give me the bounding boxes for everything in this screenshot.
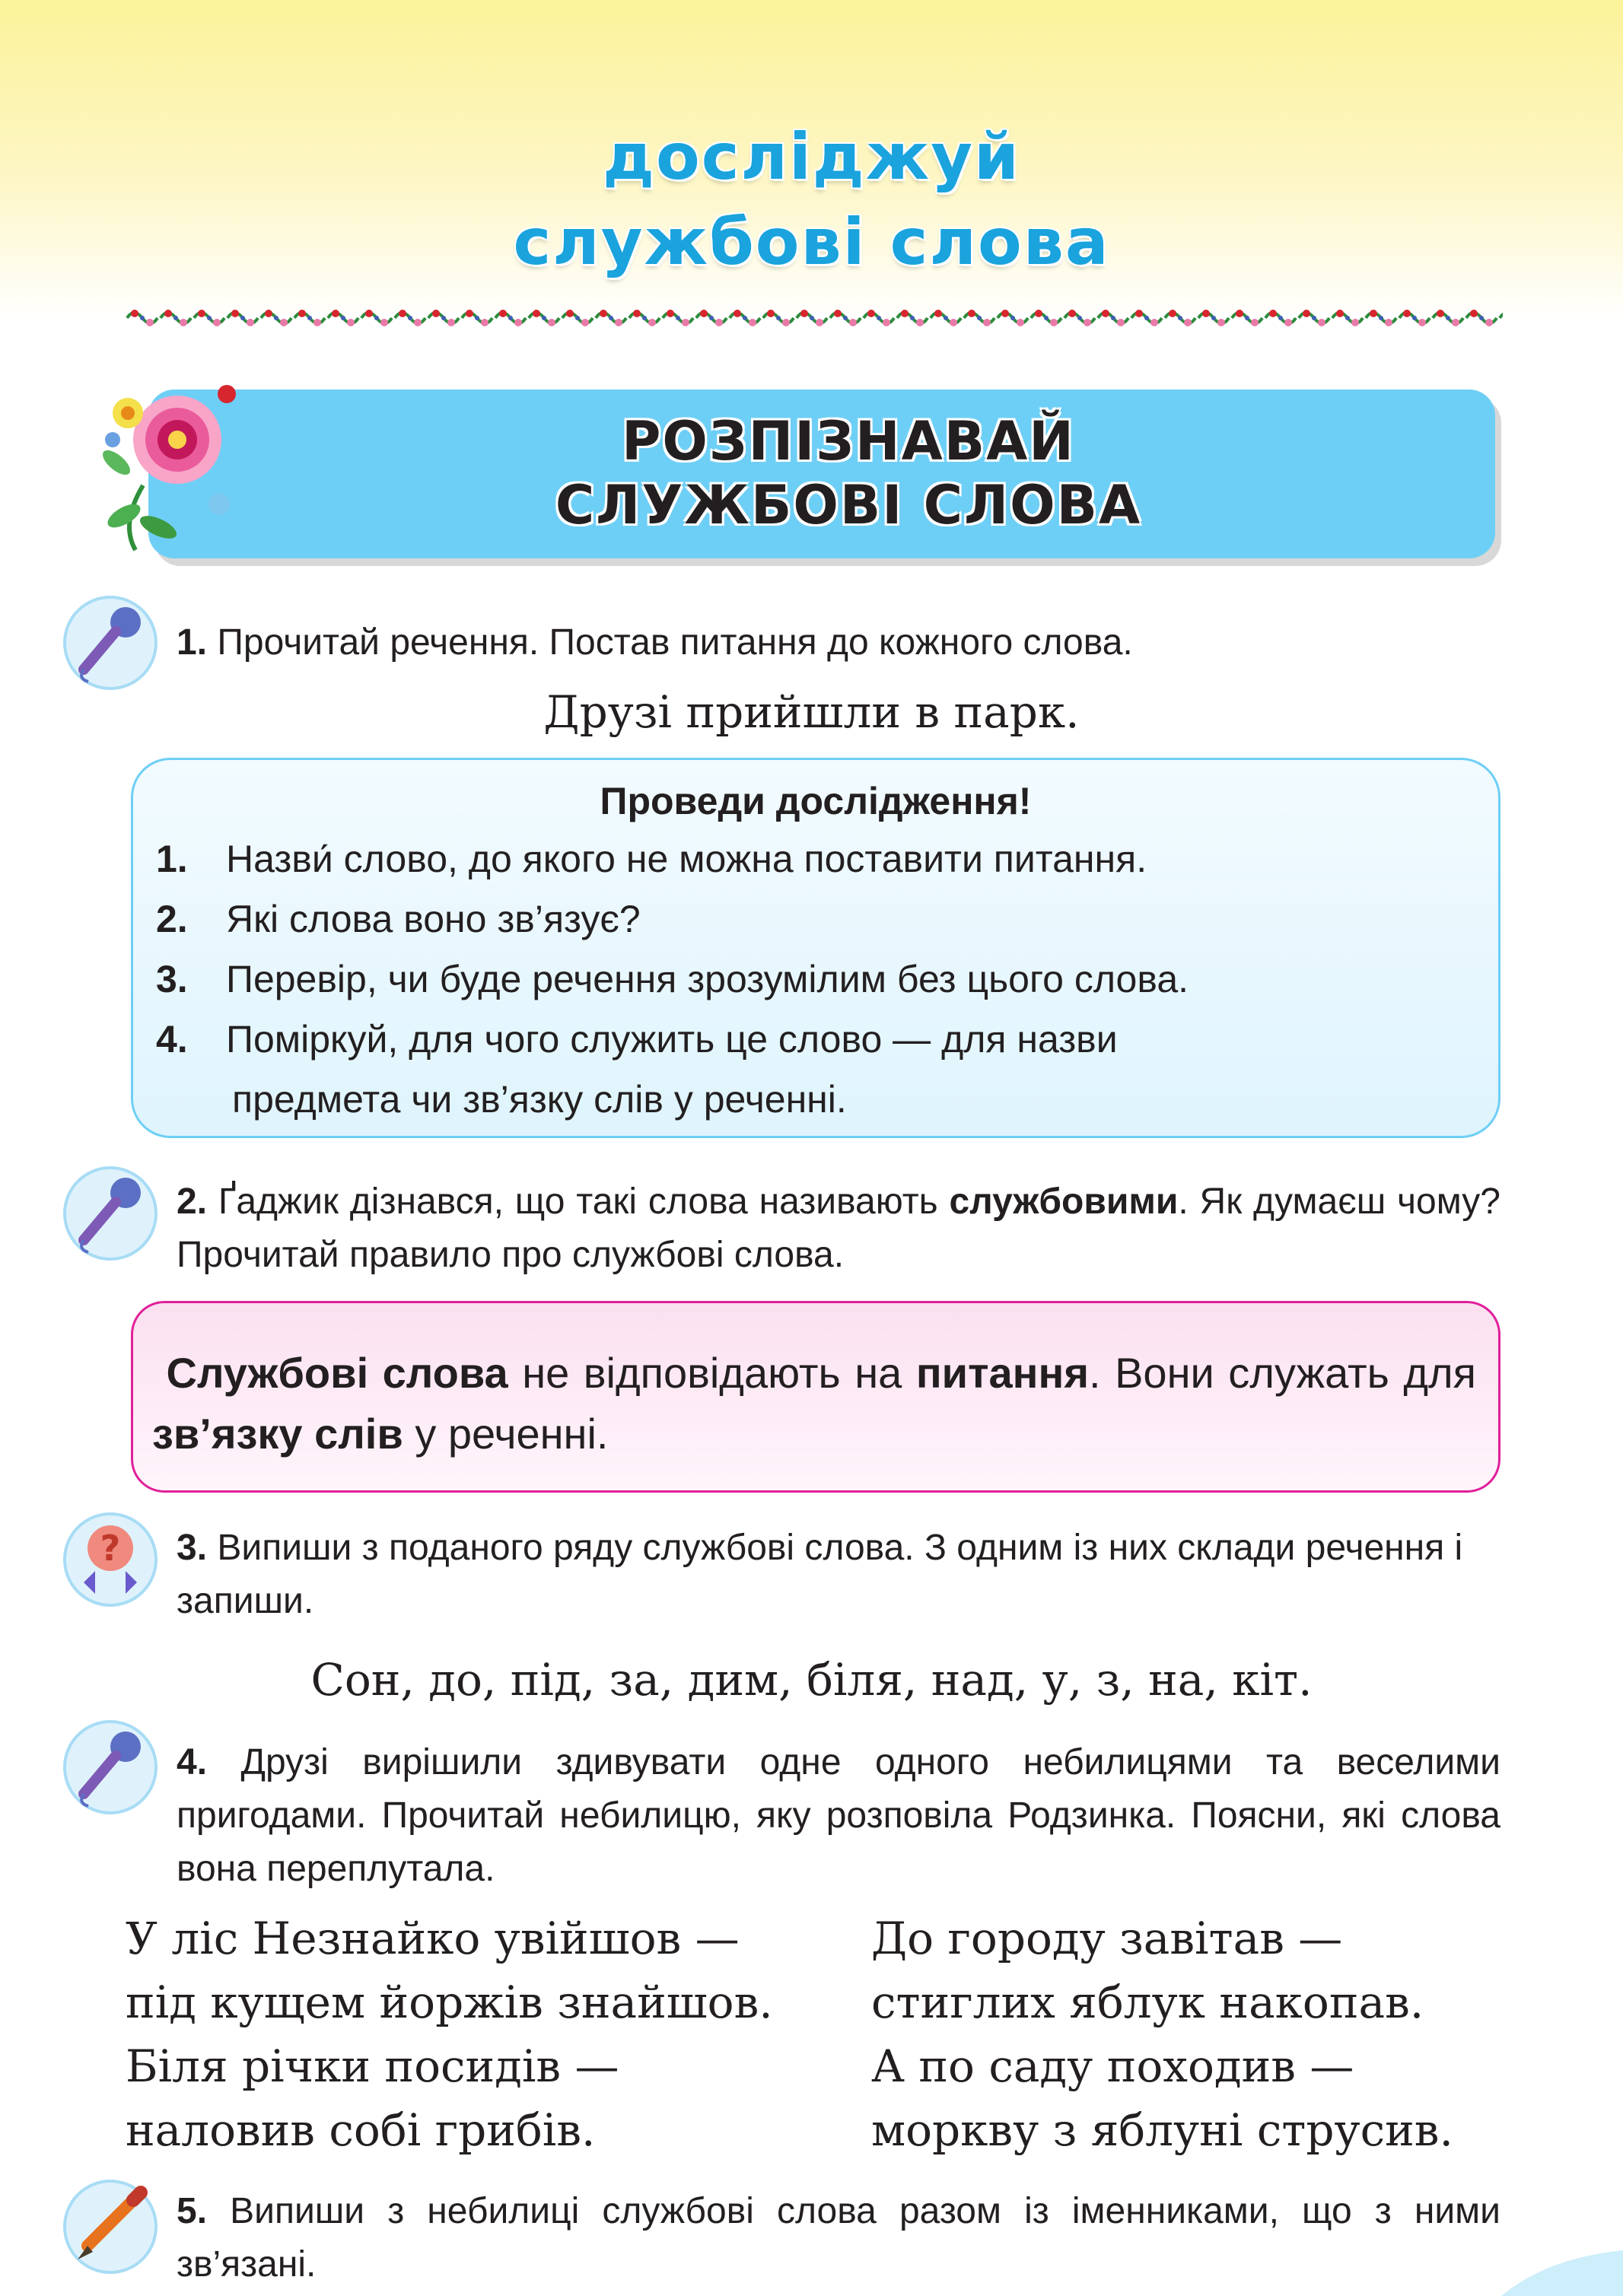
rule-span: у реченні. — [403, 1410, 609, 1458]
item-text: Поміркуй, для чого служить це слово — для назви — [226, 1018, 1118, 1061]
item-number: 1. — [156, 838, 188, 880]
example-sentence: Друзі прийшли в парк. — [543, 686, 1080, 738]
microphone-icon — [61, 1164, 160, 1263]
list-item — [156, 1010, 1480, 1130]
rule-text — [152, 1343, 1476, 1464]
rule-span: . Вони служать для — [1089, 1349, 1477, 1397]
task-text: . Як думаєш чому? Прочитай правило про службові слова. — [177, 1181, 1500, 1275]
item-number: 3. — [156, 958, 188, 1000]
item-text: Перевір, чи буде речення зрозумілим без цього слова. — [226, 958, 1189, 1000]
poem-line: моркву з яблуні струсив. — [871, 2104, 1453, 2156]
task-text: Прочитай речення. Постав питання до кожного слова. — [217, 622, 1133, 663]
task-number: 4. — [177, 1742, 208, 1782]
corner-decoration — [1501, 2250, 1623, 2296]
research-list — [156, 829, 1480, 1130]
item-number: 4. — [156, 1018, 188, 1061]
poem-line: До городу завітав — — [871, 1913, 1343, 1964]
task-number: 5. — [177, 2191, 208, 2231]
rule-bold: Службові слова — [166, 1349, 508, 1397]
research-title: Проведи дослідження! — [600, 780, 1032, 822]
task-number: 2. — [177, 1181, 208, 1222]
task-5 — [177, 2185, 1500, 2291]
rule-bold: зв’язку слів — [152, 1410, 403, 1458]
question-icon — [61, 1510, 160, 1609]
word-row: Сон, до, під, за, дим, біля, над, у, з, на, кіт. — [310, 1654, 1313, 1706]
ornament-border — [126, 304, 1503, 332]
flower-icon — [97, 371, 250, 554]
list-item — [156, 829, 1480, 889]
page-title — [0, 114, 1623, 285]
item-text: Назви́ слово, до якого не можна поставити питання. — [226, 838, 1147, 880]
task-text: Ґаджик дізнався, що такі слова називають — [218, 1181, 938, 1222]
task-bold-term: службовими — [949, 1181, 1179, 1222]
svg-text:?: ? — [100, 1528, 121, 1569]
task-1 — [177, 616, 1500, 669]
task-number: 3. — [177, 1528, 208, 1568]
microphone-icon — [61, 593, 160, 692]
task-text: Випиши з небилиці службові слова разом із іменниками, що з ними зв’язані. — [177, 2191, 1500, 2285]
page-title-line-1: досліджуй — [603, 119, 1020, 194]
task-text: Друзі вирішили здивувати одне одного небилицями та веселими пригодами. Прочитай небилицю, яку розповіла Родзинка. Поясни, які слова вона переплутала. — [177, 1742, 1500, 1889]
item-text-continued: предмета чи зв’язку слів у реченні. — [232, 1078, 847, 1121]
rule-bold: питання — [915, 1349, 1089, 1397]
microphone-icon — [61, 1718, 160, 1817]
section-title-line-1: РОЗПІЗНАВАЙ — [622, 410, 1075, 472]
task-3 — [177, 1522, 1500, 1628]
poem-line: наловив собі грибів. — [126, 2104, 596, 2156]
list-item — [156, 889, 1480, 949]
task-text: Випиши з поданого ряду службові слова. З одним із них склади речення і запиши. — [177, 1528, 1463, 1621]
poem-line: У ліс Незнайко увійшов — — [126, 1913, 740, 1964]
poem-right — [871, 1906, 1453, 2162]
poem-line: Біля річки посидів — — [126, 2040, 619, 2092]
task-4 — [177, 1736, 1500, 1896]
poem-line: стиглих яблук накопав. — [871, 1976, 1424, 2028]
item-text: Які слова воно зв’язує? — [226, 898, 641, 940]
section-title — [148, 409, 1548, 537]
poem-line: А по саду походив — — [871, 2040, 1354, 2092]
pen-icon — [61, 2177, 160, 2276]
rule-span: не відповідають на — [508, 1349, 916, 1397]
section-title-line-2: СЛУЖБОВІ СЛОВА — [555, 474, 1142, 536]
poem-line: під кущем йоржів знайшов. — [126, 1976, 773, 2028]
list-item — [156, 949, 1480, 1010]
page-title-line-2: службові слова — [513, 205, 1110, 279]
task-2 — [177, 1175, 1500, 1282]
poem-left — [126, 1906, 773, 2162]
item-number: 2. — [156, 898, 188, 940]
task-number: 1. — [177, 622, 208, 663]
